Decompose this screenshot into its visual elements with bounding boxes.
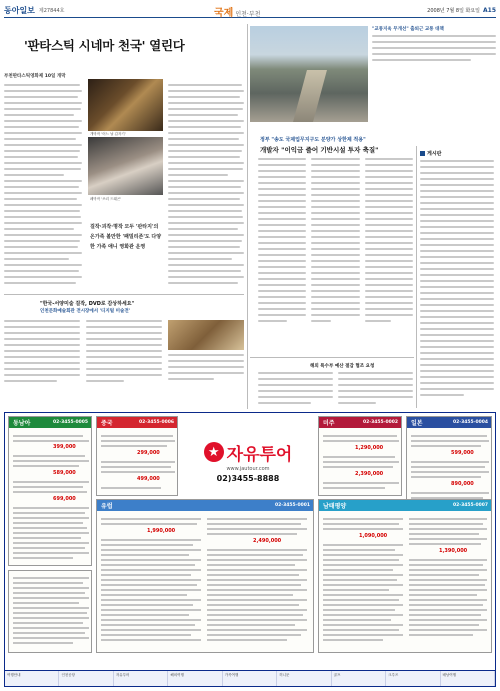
ad-panel-south-pacific-tab bbox=[319, 500, 491, 511]
road-photo-caption bbox=[372, 26, 496, 66]
ad-price: 399,000 bbox=[53, 444, 76, 450]
date-and-page bbox=[427, 7, 496, 14]
budget-headline: 해외 특수부 예산 절감 협조 요청 bbox=[310, 364, 375, 369]
ad-price: 2,390,000 bbox=[355, 471, 384, 477]
photo-caption-1: 개막작 '어느 날 갑자기' bbox=[90, 132, 126, 136]
issue-date: 2008년 7월 8일 화요일 bbox=[427, 8, 480, 14]
jautour-website[interactable]: www.jautour.com bbox=[226, 465, 270, 472]
ad-price: 1,290,000 bbox=[355, 445, 384, 451]
film-festival-article bbox=[4, 26, 244, 298]
art-dvd-subheadline: 인천문화예술회관 전시장에서 '디지털 미술전' bbox=[40, 309, 131, 314]
ad-panel-japan-tab bbox=[407, 417, 491, 428]
jautour-brand-name: 자유투어 bbox=[226, 444, 293, 465]
ad-panel-southeast-asia-title: 동남아 bbox=[13, 420, 31, 427]
songdo-headline: 개발자 "이익금 줄어 기반시설 투자 축질" bbox=[260, 146, 379, 154]
travel-advertisement bbox=[4, 412, 496, 687]
ad-panel-extra-left bbox=[8, 570, 92, 653]
ad-footer-item: 자유투어 bbox=[114, 671, 168, 686]
ad-footer-item: 골프 bbox=[332, 671, 386, 686]
article-headline: '판타스틱 시네마 천국' 열린다 bbox=[24, 38, 185, 53]
ad-price: 589,000 bbox=[53, 470, 76, 476]
ad-price: 1,090,000 bbox=[359, 533, 388, 539]
ad-panel-south-pacific bbox=[318, 499, 492, 653]
art-painting-photo bbox=[168, 320, 244, 350]
budget-article-text bbox=[258, 372, 413, 408]
ad-footer-item: 해외여행 bbox=[168, 671, 222, 686]
article-text-column-1 bbox=[4, 84, 82, 288]
ad-panel-china-tab bbox=[97, 417, 177, 428]
ad-panel-americas-title: 미주 bbox=[323, 420, 335, 427]
ad-footer-item: 크루즈 bbox=[386, 671, 440, 686]
section-divider bbox=[4, 294, 244, 295]
road-photo-caption-title: "교통지옥 무개선" 출퇴근 교통 대책 bbox=[372, 27, 444, 32]
notice-square-icon bbox=[420, 151, 425, 156]
masthead bbox=[4, 4, 496, 18]
bottom-article-divider bbox=[250, 357, 414, 358]
songdo-article-text bbox=[258, 158, 413, 326]
festival-photo-closing-film bbox=[88, 137, 163, 195]
page-number: A15 bbox=[483, 7, 496, 14]
ad-panel-southeast-asia-phone: 02-3455-0005 bbox=[52, 420, 88, 425]
ad-footer-strip bbox=[5, 670, 495, 686]
ad-panel-japan-phone: 02-3455-0004 bbox=[452, 420, 488, 425]
notice-column-divider bbox=[416, 146, 417, 408]
ad-panel-southeast-asia bbox=[8, 416, 92, 566]
festival-photo-opening-film bbox=[88, 79, 163, 131]
art-dvd-headline: "한국-서양미술 걸작, DVD로 감상하세요" bbox=[40, 301, 135, 307]
ad-panel-europe-tab bbox=[97, 500, 313, 511]
newspaper-logo: 동아일보 bbox=[4, 5, 35, 15]
section-subtitle: 인천·부천 bbox=[235, 11, 261, 18]
section-title-main: 국제 bbox=[214, 8, 234, 19]
ad-panel-china-title: 중국 bbox=[101, 420, 113, 427]
ad-price: 1,990,000 bbox=[147, 528, 176, 534]
jautour-logo bbox=[204, 440, 293, 465]
article-text-column-2 bbox=[168, 84, 244, 288]
ad-panel-europe-phone: 02-3455-0001 bbox=[274, 503, 310, 508]
art-dvd-article-text bbox=[4, 320, 244, 386]
ad-footer-item: 인천공항 bbox=[59, 671, 113, 686]
ad-panel-south-pacific-phone: 02-3455-0007 bbox=[452, 503, 488, 508]
ad-footer-item: 가족여행 bbox=[223, 671, 277, 686]
ad-footer-item: 배낭여행 bbox=[441, 671, 495, 686]
article-pullquote: 걸작·괴작·명작 모두 '판타지'의 온가족 볼만한 '패밀리존'도 다양한 가족 애니 영화관 운영 bbox=[90, 224, 162, 250]
ad-price: 2,490,000 bbox=[253, 538, 282, 544]
ad-panel-china-phone: 02-3455-0006 bbox=[138, 420, 174, 425]
ad-footer-item: 여행안내 bbox=[5, 671, 59, 686]
ad-price: 890,000 bbox=[451, 481, 474, 487]
jautour-phone: 02)3455-8888 bbox=[216, 473, 280, 483]
ad-panel-europe-title: 유럽 bbox=[101, 503, 113, 510]
ad-price: 1,390,000 bbox=[439, 548, 468, 554]
notice-board-heading bbox=[420, 150, 442, 157]
ad-panel-south-pacific-title: 남태평양 bbox=[323, 503, 347, 510]
jautour-brand-icon: ★ bbox=[204, 442, 224, 462]
photo-caption-2: 폐막작 '쓰리 드래곤' bbox=[90, 197, 122, 201]
ad-panel-americas bbox=[318, 416, 402, 496]
column-divider bbox=[247, 24, 248, 409]
ad-panel-southeast-asia-tab bbox=[9, 417, 91, 428]
songdo-kicker: 정부 "송도 국제업무지구도 분양가 상한제 적용" bbox=[260, 137, 366, 143]
ad-panel-americas-phone: 02-3455-0002 bbox=[362, 420, 398, 425]
ad-panel-japan-title: 일본 bbox=[411, 420, 423, 427]
notice-board-text bbox=[420, 160, 494, 400]
section-title bbox=[214, 4, 260, 19]
ad-panel-europe bbox=[96, 499, 314, 653]
ad-panel-americas-tab bbox=[319, 417, 401, 428]
article-byline: 부천판타스틱영화제 10일 개막 bbox=[4, 74, 66, 79]
ad-price: 299,000 bbox=[137, 450, 160, 456]
ad-price: 499,000 bbox=[137, 476, 160, 482]
ad-panel-china bbox=[96, 416, 178, 496]
jautour-logo-block bbox=[181, 435, 315, 487]
ad-price: 599,000 bbox=[451, 450, 474, 456]
ad-footer-item: 허니문 bbox=[277, 671, 331, 686]
issue-number: 제27844호 bbox=[38, 8, 65, 14]
notice-board-title: 게시판 bbox=[427, 151, 442, 157]
ad-price: 699,000 bbox=[53, 496, 76, 502]
